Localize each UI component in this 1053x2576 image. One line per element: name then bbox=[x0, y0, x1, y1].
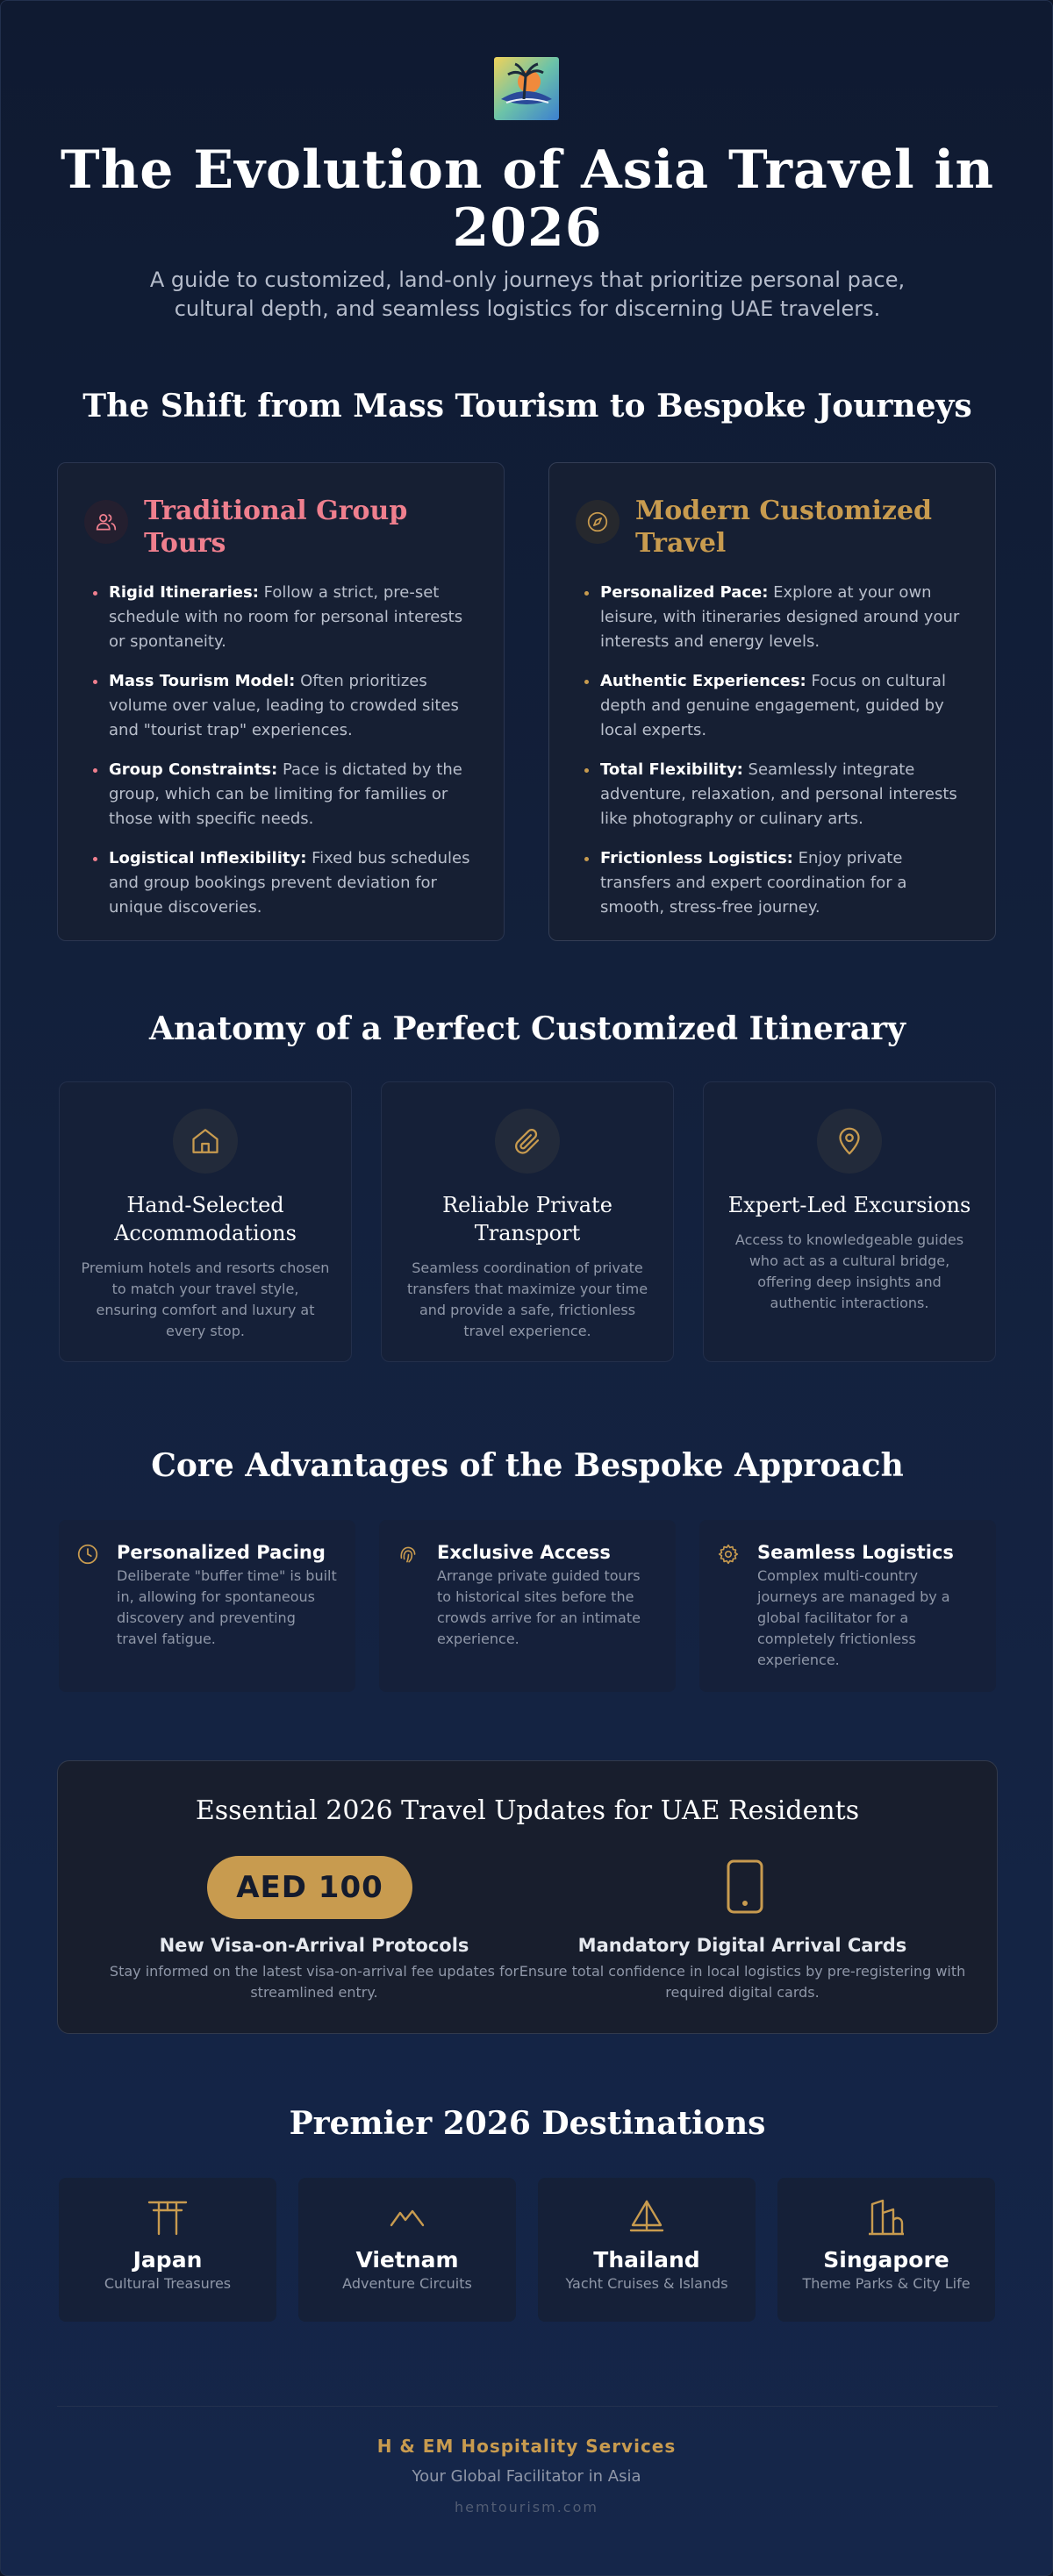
visa-protocols-description: Stay informed on the latest visa-on-arrival fee updates for streamlined entry. bbox=[109, 1963, 519, 2001]
mountains-icon bbox=[298, 2199, 516, 2239]
card-description: Arrange private guided tours to historical sites before the crowds arrive for an intimate experience. bbox=[437, 1567, 641, 1647]
private-transport-card bbox=[381, 1081, 674, 1362]
destination-name: Vietnam bbox=[355, 2247, 459, 2273]
sailboat-icon bbox=[538, 2199, 756, 2239]
list-item: Logistical Inflexibility: Fixed bus schedules and group bookings prevent deviation for unique discoveries. bbox=[93, 846, 477, 920]
page-subtitle: A guide to customized, land-only journeys that prioritize personal pace, cultural depth, and seamless logistics for discerning UAE travelers. bbox=[149, 268, 906, 321]
card-description: Seamless coordination of private transfers that maximize your time and provide a safe, frictionless travel experience. bbox=[406, 1259, 648, 1339]
card-description: Premium hotels and resorts chosen to match your travel style, ensuring comfort and luxury at every stop. bbox=[81, 1259, 330, 1339]
visa-fee-badge: AED 100 bbox=[207, 1856, 412, 1919]
card-description: Deliberate "buffer time" is built in, allowing for spontaneous discovery and preventing travel fatigue. bbox=[117, 1567, 337, 1647]
footer-brand: H & EM Hospitality Services bbox=[376, 2436, 677, 2457]
destination-singapore bbox=[777, 2178, 995, 2322]
modern-travel-title: Modern Customized Travel bbox=[635, 496, 933, 559]
destination-name: Thailand bbox=[593, 2247, 700, 2273]
personalized-pacing-card bbox=[59, 1520, 355, 1692]
traditional-tours-list bbox=[84, 581, 477, 920]
destination-name: Japan bbox=[133, 2247, 203, 2273]
smartphone-icon bbox=[725, 1859, 765, 1917]
traditional-tours-card bbox=[57, 462, 505, 941]
users-icon bbox=[84, 500, 128, 544]
footer-website-link[interactable]: hemtourism.com bbox=[455, 2499, 598, 2515]
destination-vietnam bbox=[298, 2178, 516, 2322]
map-pin-icon bbox=[817, 1109, 882, 1174]
footer-tagline: Your Global Facilitator in Asia bbox=[412, 2467, 641, 2486]
gear-icon bbox=[717, 1541, 741, 1671]
advantages-section-title: Core Advantages of the Bespoke Approach bbox=[151, 1447, 904, 1484]
destinations-section-title: Premier 2026 Destinations bbox=[289, 2105, 766, 2142]
modern-travel-card bbox=[548, 462, 996, 941]
list-item: Group Constraints: Pace is dictated by the group, which can be limiting for families or those with specific needs. bbox=[93, 758, 477, 831]
updates-title: Essential 2026 Travel Updates for UAE Residents bbox=[195, 1795, 860, 1826]
card-description: Complex multi-country journeys are managed by a global facilitator for a completely frictionless experience. bbox=[757, 1567, 950, 1668]
card-title: Seamless Logistics bbox=[757, 1542, 954, 1563]
destination-japan bbox=[59, 2178, 276, 2322]
arrival-cards-description: Ensure total confidence in local logistics by pre-registering with required digital cards. bbox=[519, 1963, 966, 2001]
exclusive-access-card bbox=[379, 1520, 676, 1692]
card-title: Personalized Pacing bbox=[117, 1542, 326, 1563]
list-item: Rigid Itineraries: Follow a strict, pre-set schedule with no room for personal interests or spontaneity. bbox=[93, 581, 477, 654]
modern-travel-list bbox=[576, 581, 969, 920]
destination-subtitle: Theme Parks & City Life bbox=[802, 2275, 971, 2292]
destination-name: Singapore bbox=[823, 2247, 949, 2273]
traditional-tours-title: Traditional Group Tours bbox=[144, 496, 408, 559]
expert-excursions-card bbox=[703, 1081, 996, 1362]
list-item: Total Flexibility: Seamlessly integrate adventure, relaxation, and personal interests like photography or culinary arts. bbox=[584, 758, 969, 831]
travel-updates-panel bbox=[57, 1760, 998, 2034]
destination-subtitle: Adventure Circuits bbox=[342, 2275, 472, 2292]
list-item: Authentic Experiences: Focus on cultural depth and genuine engagement, guided by local experts. bbox=[584, 669, 969, 743]
destination-subtitle: Cultural Treasures bbox=[104, 2275, 232, 2292]
arrival-cards-title: Mandatory Digital Arrival Cards bbox=[577, 1935, 907, 1956]
shift-section-title: The Shift from Mass Tourism to Bespoke Journeys bbox=[82, 388, 972, 425]
destination-thailand bbox=[538, 2178, 756, 2322]
home-icon bbox=[173, 1109, 238, 1174]
destination-subtitle: Yacht Cruises & Islands bbox=[565, 2275, 728, 2292]
torii-gate-icon bbox=[59, 2199, 276, 2239]
palm-tree-logo-icon bbox=[494, 57, 559, 120]
city-buildings-icon bbox=[777, 2199, 995, 2239]
card-title: Reliable Private Transport bbox=[442, 1193, 612, 1245]
accommodations-card bbox=[59, 1081, 352, 1362]
card-title: Exclusive Access bbox=[437, 1542, 611, 1563]
fingerprint-icon bbox=[397, 1541, 421, 1671]
visa-protocols-title: New Visa-on-Arrival Protocols bbox=[159, 1935, 469, 1956]
seamless-logistics-card bbox=[699, 1520, 996, 1692]
compass-icon bbox=[576, 500, 620, 544]
paperclip-icon bbox=[495, 1109, 560, 1174]
card-title: Hand-Selected Accommodations bbox=[114, 1193, 297, 1245]
list-item: Personalized Pace: Explore at your own leisure, with itineraries designed around your interests and energy levels. bbox=[584, 581, 969, 654]
list-item: Mass Tourism Model: Often prioritizes volume over value, leading to crowded sites and "tourist trap" experiences. bbox=[93, 669, 477, 743]
card-title: Expert-Led Excursions bbox=[727, 1193, 971, 1217]
clock-icon bbox=[76, 1541, 101, 1671]
list-item: Frictionless Logistics: Enjoy private transfers and expert coordination for a smooth, stress-free journey. bbox=[584, 846, 969, 920]
page-title: The Evolution of Asia Travel in 2026 bbox=[61, 139, 994, 259]
anatomy-section-title: Anatomy of a Perfect Customized Itinerary bbox=[149, 1010, 906, 1047]
card-description: Access to knowledgeable guides who act as a cultural bridge, offering deep insights and authentic interactions. bbox=[734, 1231, 964, 1311]
footer-divider bbox=[57, 2406, 998, 2407]
